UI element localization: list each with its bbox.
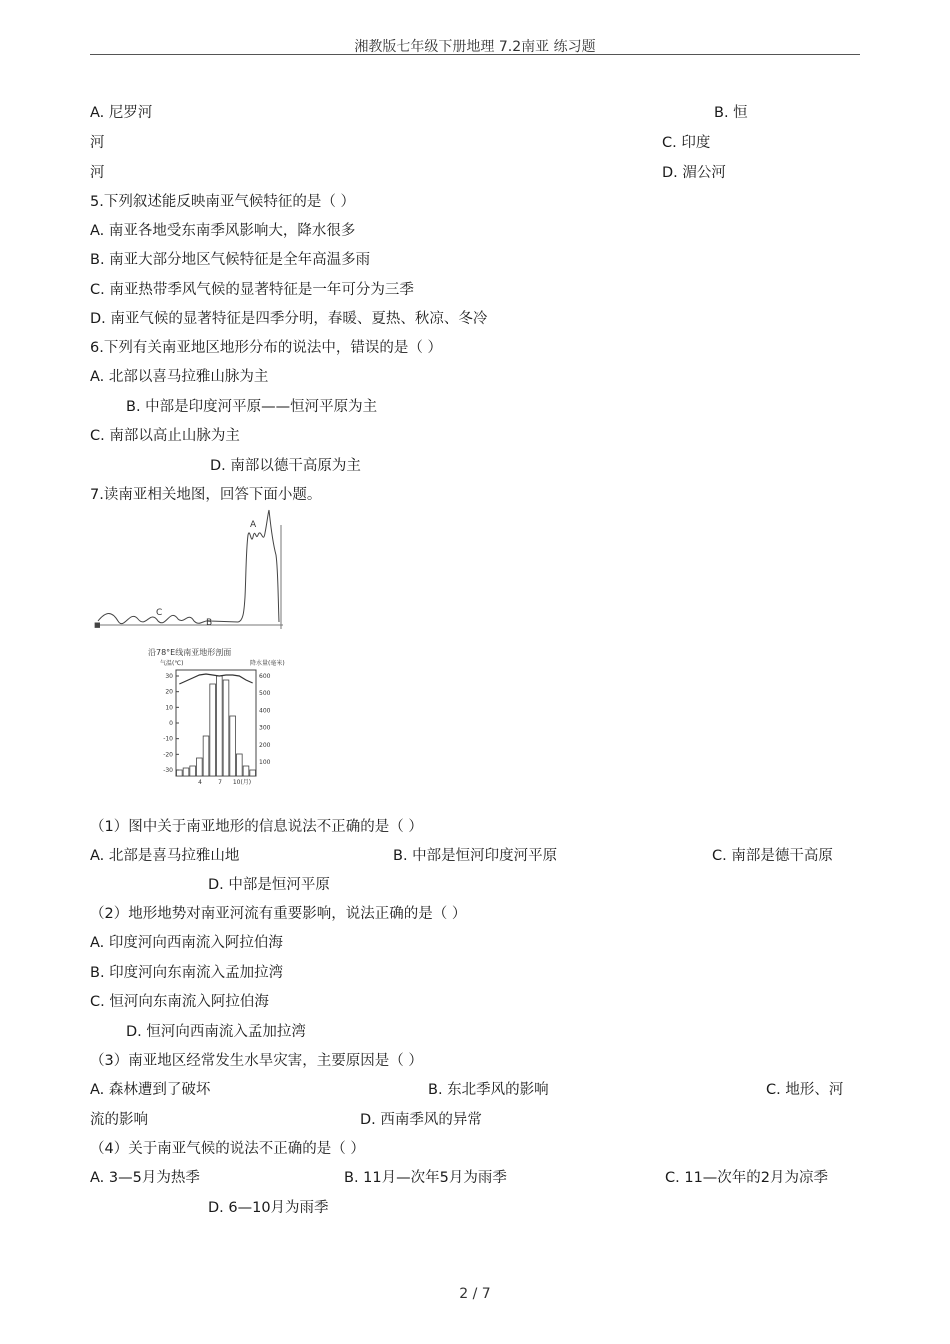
q7-sub1-stem: （1）图中关于南亚地形的信息说法不正确的是（ ）: [90, 819, 423, 835]
q7-sub4-option-c: C. 11—次年的2月为凉季: [665, 1170, 829, 1186]
header-rule: [90, 54, 860, 55]
q6-option-b: B. 中部是印度河平原——恒河平原为主: [126, 399, 378, 415]
q5-stem: 5.下列叙述能反映南亚气候特征的是（ ）: [90, 194, 355, 210]
precipitation-bar: [210, 684, 216, 776]
temperature-tick-label: -20: [163, 751, 173, 759]
month-tick-label: 4: [198, 779, 202, 786]
precipitation-bar: [183, 768, 189, 776]
q7-sub3-option-c-part1: C. 地形、河: [766, 1082, 844, 1098]
q7-sub3-option-a: A. 森林遭到了破坏: [90, 1082, 211, 1098]
climate-temp-axis-label: 气温(℃): [160, 660, 184, 667]
temperature-tick-label: -10: [163, 735, 173, 743]
q5-option-c: C. 南亚热带季风气候的显著特征是一年可分为三季: [90, 282, 414, 298]
q5-option-a: A. 南亚各地受东南季风影响大，降水很多: [90, 223, 356, 239]
q7-sub4-option-b: B. 11月—次年5月为雨季: [344, 1170, 507, 1186]
precipitation-tick-label: 100: [259, 759, 271, 766]
terrain-label-c: C: [156, 608, 163, 618]
precipitation-tick-label: 400: [259, 707, 271, 715]
q4-option-c-part2: 河: [90, 165, 105, 181]
temperature-axis-ticks: [163, 673, 179, 774]
precipitation-tick-label: 500: [259, 690, 271, 698]
terrain-label-a: A: [250, 520, 257, 530]
q7-stem: 7.读南亚相关地图，回答下面小题。: [90, 487, 322, 503]
q7-sub2-option-c: C. 恒河向东南流入阿拉伯海: [90, 994, 269, 1010]
precipitation-bar: [237, 754, 243, 776]
q7-sub2-option-d: D. 恒河向西南流入孟加拉湾: [126, 1024, 306, 1040]
q7-sub4-option-a: A. 3—5月为热季: [90, 1170, 200, 1186]
q6-option-d: D. 南部以德干高原为主: [210, 458, 361, 474]
temperature-tick-label: 20: [165, 688, 173, 696]
q7-sub4-option-d: D. 6—10月为雨季: [208, 1200, 329, 1216]
precipitation-bar: [197, 758, 203, 776]
q5-option-d: D. 南亚气候的显著特征是四季分明，春暖、夏热、秋凉、冬冷: [90, 311, 488, 327]
precipitation-bar: [203, 736, 209, 776]
q7-sub2-stem: （2）地形地势对南亚河流有重要影响，说法正确的是（ ）: [90, 906, 467, 922]
precipitation-bar: [177, 770, 183, 776]
q4-option-c-part1: C. 印度: [662, 135, 711, 151]
temperature-tick-label: 0: [169, 720, 173, 727]
q4-option-b-part1: B. 恒: [714, 105, 748, 121]
q7-sub1-option-b: B. 中部是恒河印度河平原: [393, 848, 558, 864]
q6-option-a: A. 北部以喜马拉雅山脉为主: [90, 369, 269, 385]
q6-option-c: C. 南部以高止山脉为主: [90, 428, 240, 444]
temperature-tick-label: 10: [165, 704, 173, 712]
q7-sub3-stem: （3）南亚地区经常发生水旱灾害，主要原因是（ ）: [90, 1053, 423, 1069]
precipitation-bar: [223, 680, 229, 776]
q4-option-d: D. 湄公河: [662, 165, 726, 181]
q7-sub4-stem: （4）关于南亚气候的说法不正确的是（ ）: [90, 1141, 365, 1157]
q7-sub2-option-b: B. 印度河向东南流入孟加拉湾: [90, 965, 284, 981]
precipitation-tick-label: 200: [259, 741, 271, 749]
q4-option-b-part2: 河: [90, 135, 105, 151]
page-number: 2 / 7: [459, 1286, 491, 1302]
precipitation-bar: [243, 766, 249, 776]
terrain-profile-caption: 沿78°E线南亚地形剖面: [148, 648, 232, 657]
climate-chart: [160, 659, 285, 786]
climate-chart-frame: [176, 670, 256, 776]
q7-figure: [88, 505, 304, 790]
q7-sub2-option-a: A. 印度河向西南流入阿拉伯海: [90, 935, 283, 951]
q7-sub1-option-a: A. 北部是喜马拉雅山地: [90, 848, 240, 864]
q7-sub1-option-d: D. 中部是恒河平原: [208, 877, 330, 893]
temperature-tick-label: -30: [163, 767, 173, 774]
q7-sub1-option-c: C. 南部是德干高原: [712, 848, 833, 864]
month-tick-label: 7: [218, 779, 222, 786]
climate-precip-axis-label: 降水量(毫米): [250, 660, 285, 667]
q6-stem: 6.下列有关南亚地区地形分布的说法中，错误的是（ ）: [90, 340, 442, 356]
temperature-curve: [179, 674, 252, 684]
precipitation-tick-label: 600: [259, 673, 271, 680]
terrain-left-end-mark: ■: [94, 621, 101, 629]
terrain-label-b: B: [206, 618, 213, 628]
precipitation-tick-label: 300: [259, 724, 271, 732]
month-axis-ticks: [198, 778, 251, 786]
precipitation-bar: [217, 676, 223, 776]
month-tick-label: 10(月): [232, 779, 252, 786]
q4-option-a: A. 尼罗河: [90, 105, 153, 121]
precipitation-bars: [177, 676, 256, 776]
precipitation-bar: [250, 770, 256, 776]
q7-sub3-option-d: D. 西南季风的异常: [360, 1112, 482, 1128]
q5-option-b: B. 南亚大部分地区气候特征是全年高温多雨: [90, 252, 371, 268]
precipitation-bar: [190, 766, 196, 776]
q7-sub3-option-c-part2: 流的影响: [90, 1112, 148, 1128]
q7-sub3-option-b: B. 东北季风的影响: [428, 1082, 549, 1098]
precipitation-bar: [230, 716, 236, 776]
page-header-title: 湘教版七年级下册地理 7.2南亚 练习题: [354, 39, 596, 55]
precipitation-axis-ticks: [259, 673, 271, 766]
temperature-tick-label: 30: [165, 673, 173, 680]
